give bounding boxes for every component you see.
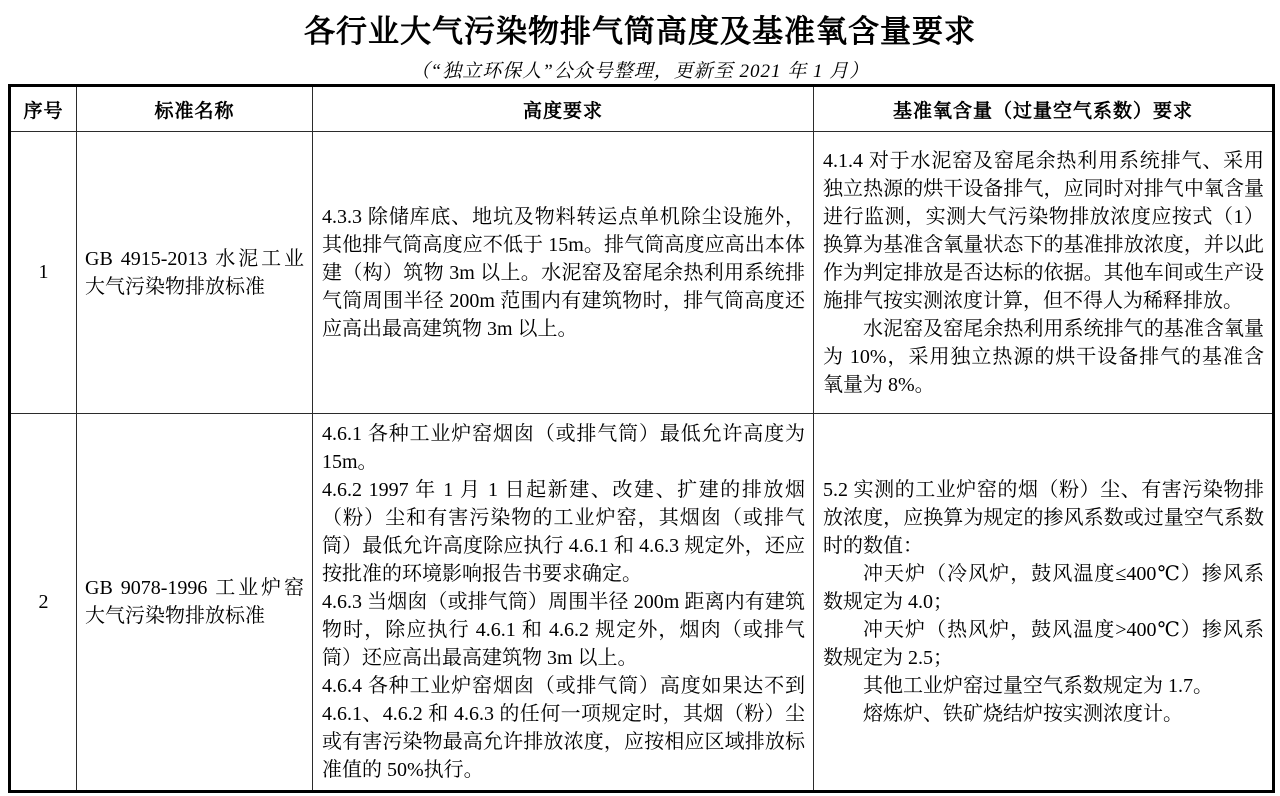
paragraph: 4.3.3 除储库底、地坑及物料转运点单机除尘设施外，其他排气筒高度应不低于 15m。排气筒高度应高出本体建（构）筑物 3m 以上。水泥窑及窑尾余热利用系统排气筒周围半径 200m 范围内有建筑物时，排气筒高度还应高出最高建筑物 3m 以上。: [322, 205, 805, 340]
paragraph: 熔炼炉、铁矿烧结炉按实测浓度计。: [863, 703, 1183, 725]
page-subtitle: （“独立环保人”公众号整理，更新至 2021 年 1 月）: [410, 61, 870, 82]
paragraph: 冲天炉（热风炉，鼓风温度>400℃）掺风系数规定为 2.5；: [823, 619, 1264, 669]
table-row: [10, 414, 1274, 792]
paragraph: 4.6.2 1997 年 1 月 1 日起新建、改建、扩建的排放烟（粉）尘和有害污染物的工业炉窑，其烟囱（或排气筒）最低允许高度除应执行 4.6.1 和 4.6.3 规定外，还应按批准的环境影响报告书要求确定。: [322, 479, 805, 585]
paragraph: 其他工业炉窑过量空气系数规定为 1.7。: [863, 675, 1213, 697]
cell-height-requirement: [313, 414, 814, 792]
header-row: [10, 86, 1274, 132]
col-header-height-requirement: 高度要求: [313, 86, 814, 132]
cell-standard-name: GB 4915-2013 水泥工业大气污染物排放标准: [77, 132, 313, 414]
paragraph: 冲天炉（冷风炉，鼓风温度≤400℃）掺风系数规定为 4.0；: [823, 563, 1264, 613]
col-header-oxygen-requirement: 基准氧含量（过量空气系数）要求: [814, 86, 1274, 132]
cell-standard-name: GB 9078-1996 工业炉窑大气污染物排放标准: [77, 414, 313, 792]
paragraph: 4.6.3 当烟囱（或排气筒）周围半径 200m 距离内有建筑物时，除应执行 4.6.1 和 4.6.2 规定外，烟肉（或排气筒）还应高出最高建筑物 3m 以上。: [322, 591, 805, 669]
col-header-seq-number: 序号: [10, 86, 77, 132]
paragraph: 4.1.4 对于水泥窑及窑尾余热利用系统排气、采用独立热源的烘干设备排气，应同时对排气中氧含量进行监测，实测大气污染物排放浓度应按式（1）换算为基准含氧量状态下的基准排放浓度，并以此作为判定排放是否达标的依据。其他车间或生产设施排气按实测浓度计算，但不得人为稀释排放。: [823, 149, 1264, 312]
paragraph: 4.6.4 各种工业炉窑烟囱（或排气筒）高度如果达不到 4.6.1、4.6.2 和 4.6.3 的任何一项规定时，其烟（粉）尘或有害污染物最高允许排放浓度，应按相应区域排放标准值的 50%执行。: [322, 675, 805, 781]
table-row: [10, 132, 1274, 414]
paragraph: 4.6.1 各种工业炉窑烟囱（或排气筒）最低允许高度为 15m。: [322, 423, 805, 473]
paragraph: 水泥窑及窑尾余热利用系统排气的基准含氧量为 10%，采用独立热源的烘干设备排气的基准含氧量为 8%。: [823, 317, 1264, 396]
paragraph: 5.2 实测的工业炉窑的烟（粉）尘、有害污染物排放浓度，应换算为规定的掺风系数或过量空气系数时的数值：: [823, 479, 1264, 557]
cell-oxygen-requirement: [814, 132, 1274, 414]
col-header-standard-name: 标准名称: [77, 86, 313, 132]
standards-table: [8, 84, 1275, 793]
cell-height-requirement: [313, 132, 814, 414]
page-title: 各行业大气污染物排气筒高度及基准氧含量要求: [304, 14, 976, 49]
cell-seq-number: 2: [10, 414, 77, 792]
cell-seq-number: 1: [10, 132, 77, 414]
cell-oxygen-requirement: [814, 414, 1274, 792]
